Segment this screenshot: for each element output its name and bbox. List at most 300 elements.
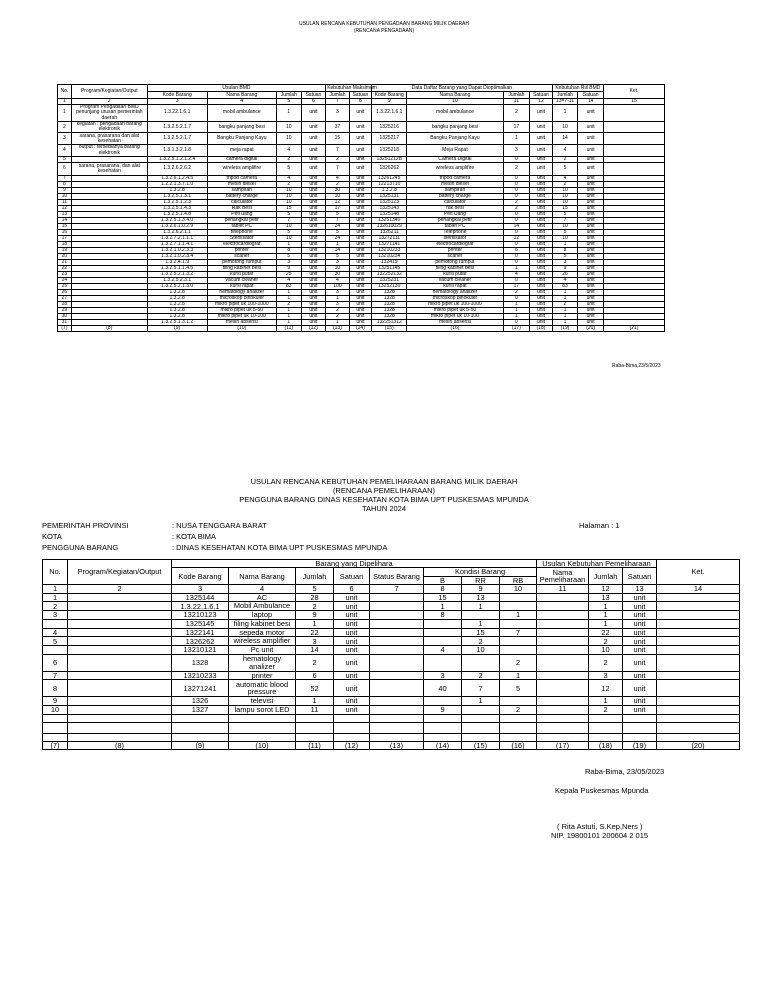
- col-rr-header: RR: [462, 576, 500, 584]
- table-cell: automatic blood pressure: [229, 680, 296, 697]
- col-kode-header: Kode Barang: [172, 568, 229, 585]
- table-cell: 1: [424, 602, 462, 611]
- table-cell: [370, 602, 424, 611]
- table-cell: 13251212B: [372, 156, 407, 162]
- table-cell: 13251145: [372, 265, 407, 271]
- table-cell: [424, 722, 462, 733]
- col-nama-pemeliharaan-header: Nama Pemeliharaan: [537, 568, 589, 585]
- table-cell: 1.3.2.8: [147, 187, 207, 193]
- table-cell: unit: [301, 156, 326, 162]
- table-cell: [68, 646, 172, 655]
- table-cell: 14: [578, 99, 604, 105]
- table-cell: 9: [372, 99, 407, 105]
- table-cell: 2: [552, 156, 578, 162]
- table-cell: 13251340: [372, 217, 407, 223]
- table-cell: 0: [503, 319, 530, 325]
- table-cell: 3: [552, 259, 578, 265]
- table-cell: unit: [578, 181, 604, 187]
- table-cell: sarana, prasarana dan alat kesehatan: [71, 133, 147, 145]
- table-cell: 1325217: [372, 133, 407, 145]
- table-row: [43, 602, 740, 611]
- table-cell: 1328: [372, 313, 407, 319]
- table-cell: [462, 654, 500, 671]
- table-cell: [296, 722, 334, 733]
- table-cell: 17: [58, 235, 72, 241]
- table-cell: [657, 680, 740, 697]
- table-row: [58, 133, 665, 145]
- table-cell: 52: [296, 680, 334, 697]
- table-cell: unit: [578, 277, 604, 283]
- kebutuhan-maks-header: Kebutuhan Maksimum: [327, 84, 377, 91]
- table-cell: 3: [326, 259, 350, 265]
- table-cell: [537, 593, 589, 602]
- table-cell: 27: [58, 295, 72, 301]
- table-cell: unit: [334, 611, 370, 620]
- table-cell: 1.3.2.6.2.1.1: [147, 229, 207, 235]
- table-cell: [424, 637, 462, 646]
- table-cell: [43, 619, 68, 628]
- table-cell: 1.3.2.5.1.2.3: [147, 199, 207, 205]
- table-cell: calculator: [207, 199, 276, 205]
- table-cell: unit: [349, 211, 371, 217]
- table-cell: 18: [58, 241, 72, 247]
- col-ket-header: Ket.: [603, 85, 664, 99]
- table-cell: 1.3.2.5.1.1.4.5: [147, 265, 207, 271]
- procurement-table-body: [58, 99, 665, 332]
- table-cell: 13: [589, 593, 623, 602]
- table-cell: 13261245: [372, 175, 407, 181]
- table-cell: unit: [623, 611, 657, 620]
- table-cell: 7: [500, 628, 537, 637]
- table-cell: [370, 628, 424, 637]
- table-cell: 1: [503, 301, 530, 307]
- table-cell: 5: [326, 229, 350, 235]
- col-nama-header: Nama Barang: [407, 92, 503, 99]
- table-cell: wireless amplifier: [229, 637, 296, 646]
- table-cell: unit: [578, 313, 604, 319]
- table-cell: 2: [589, 706, 623, 715]
- table-cell: unit: [349, 289, 371, 295]
- table-cell: 1325145: [172, 619, 229, 628]
- table-cell: tripod camera: [207, 175, 276, 181]
- table-cell: 22: [58, 265, 72, 271]
- table-cell: 25: [58, 283, 72, 289]
- table-cell: meja rapat: [207, 145, 276, 157]
- table-cell: unit: [349, 193, 371, 199]
- table-cell: [370, 671, 424, 680]
- table-cell: laptop: [229, 611, 296, 620]
- col-jumlah-header: Jumlah: [503, 92, 530, 99]
- table-cell: 14: [657, 585, 740, 593]
- table-cell: [462, 611, 500, 620]
- table-cell: 5: [277, 211, 302, 217]
- table-cell: 10: [277, 223, 302, 229]
- table-cell: [370, 722, 424, 733]
- table-cell: (10): [207, 325, 276, 331]
- table-cell: 7: [326, 99, 350, 105]
- table-cell: unit: [349, 105, 371, 122]
- table-cell: [229, 714, 296, 722]
- table-cell: scaner: [407, 253, 503, 259]
- table-cell: unit: [301, 121, 326, 133]
- table-cell: unit: [530, 235, 552, 241]
- table-cell: unit: [530, 193, 552, 199]
- table-cell: [500, 637, 537, 646]
- table-cell: 6: [43, 654, 68, 671]
- table-cell: 4: [552, 277, 578, 283]
- table-cell: [537, 611, 589, 620]
- table-cell: [462, 722, 500, 733]
- table-cell: 1.3.2.6.1.2.4.5: [147, 175, 207, 181]
- table-cell: unit: [578, 133, 604, 145]
- table-cell: electrocardiograf: [207, 241, 276, 247]
- table-cell: 4: [424, 646, 462, 655]
- table-cell: 2: [43, 602, 68, 611]
- table-cell: [370, 654, 424, 671]
- table-cell: (19): [623, 741, 657, 749]
- table-cell: rak besi: [407, 205, 503, 211]
- table-cell: unit: [349, 283, 371, 289]
- table-cell: unit: [578, 145, 604, 157]
- table-cell: (17): [537, 741, 589, 749]
- table-cell: 9: [277, 265, 302, 271]
- table-cell: 4: [326, 277, 350, 283]
- table-cell: [657, 637, 740, 646]
- doc2-title: USULAN RENCANA KEBUTUHAN PEMELIHARAAN BARANG MILIK DAERAH: [250, 477, 518, 486]
- table-cell: 1: [503, 265, 530, 271]
- table-cell: [68, 602, 172, 611]
- table-cell: unit: [530, 187, 552, 193]
- table-cell: 1: [326, 319, 350, 325]
- table-cell: unit: [530, 247, 552, 253]
- table-cell: AC: [229, 593, 296, 602]
- table-cell: 10: [277, 199, 302, 205]
- table-cell: [657, 697, 740, 706]
- table-cell: unit: [349, 187, 371, 193]
- table-cell: [229, 722, 296, 733]
- table-cell: 2: [500, 706, 537, 715]
- table-cell: 1322141: [172, 628, 229, 637]
- table-cell: unit: [578, 247, 604, 253]
- table-cell: 4: [277, 175, 302, 181]
- table-cell: unit: [301, 271, 326, 277]
- table-cell: 3: [58, 133, 72, 145]
- table-cell: [370, 714, 424, 722]
- table-cell: 28: [296, 593, 334, 602]
- table-cell: 83: [552, 283, 578, 289]
- table-cell: unit: [301, 301, 326, 307]
- table-cell: [334, 722, 370, 733]
- table-cell: battery charge: [407, 193, 503, 199]
- col-satuan-header: Satuan: [349, 92, 371, 99]
- table-cell: 12: [589, 585, 623, 593]
- table-cell: 13272111: [372, 235, 407, 241]
- table-cell: [537, 646, 589, 655]
- table-cell: [424, 654, 462, 671]
- doc2-office-title: PENGGUNA BARANG DINAS KESEHATAN KOTA BIMA UPT PUSKESMAS MPUNDA: [239, 495, 529, 504]
- table-cell: [370, 680, 424, 697]
- table-cell: unit: [578, 259, 604, 265]
- table-cell: vacum cleaner: [207, 277, 276, 283]
- table-cell: unit: [578, 271, 604, 277]
- table-cell: unit: [349, 133, 371, 145]
- table-cell: [462, 714, 500, 722]
- table-cell: unit: [578, 211, 604, 217]
- table-cell: 1.3.1.3.2.1.8: [147, 145, 207, 157]
- col-status-header: Status Barang: [370, 568, 424, 585]
- table-cell: mikro pipet uk 5-50: [407, 307, 503, 313]
- table-cell: (20): [578, 325, 604, 331]
- table-cell: 10: [277, 187, 302, 193]
- table-cell: unit: [349, 205, 371, 211]
- table-cell: [296, 714, 334, 722]
- doc1-subtitle: (RENCANA PENGADAAN): [353, 28, 415, 34]
- table-cell: 1325143: [372, 205, 407, 211]
- table-cell: 12: [503, 235, 530, 241]
- table-cell: 2: [326, 156, 350, 162]
- table-cell: [657, 646, 740, 655]
- table-cell: 1: [552, 313, 578, 319]
- table-cell: [589, 714, 623, 722]
- table-cell: 10: [43, 706, 68, 715]
- table-cell: unit: [578, 319, 604, 325]
- table-cell: 7: [326, 162, 350, 175]
- table-cell: 13210233: [172, 671, 229, 680]
- table-cell: (8): [71, 325, 147, 331]
- table-cell: unit: [530, 229, 552, 235]
- table-cell: unit: [301, 162, 326, 175]
- col-no-header: No.: [43, 560, 68, 585]
- table-cell: bangku panjang besi: [207, 121, 276, 133]
- table-cell: 1.2.2.1.3.7.1.0: [147, 181, 207, 187]
- table-cell: [537, 680, 589, 697]
- table-cell: unit: [578, 265, 604, 271]
- table-cell: unit: [578, 199, 604, 205]
- table-cell: unit: [530, 133, 552, 145]
- table-cell: 13271241: [172, 680, 229, 697]
- table-cell: [603, 145, 664, 157]
- table-cell: [68, 628, 172, 637]
- table-cell: 14: [326, 247, 350, 253]
- table-cell: unit: [349, 175, 371, 181]
- info-user-label: PENGGUNA BARANG: [42, 543, 119, 552]
- table-cell: 2: [462, 671, 500, 680]
- dipelihara-header: Barang yang Dipelihara: [172, 560, 537, 568]
- table-cell: scaner: [207, 253, 276, 259]
- table-cell: bangku panjang besi: [407, 121, 503, 133]
- table-cell: 1: [277, 295, 302, 301]
- table-cell: 30: [58, 313, 72, 319]
- table-cell: unit: [334, 654, 370, 671]
- table-cell: 7: [326, 145, 350, 157]
- table-cell: 6: [334, 585, 370, 593]
- table-cell: unit: [301, 175, 326, 181]
- table-cell: 4: [326, 175, 350, 181]
- table-cell: [657, 619, 740, 628]
- table-cell: (16): [500, 741, 537, 749]
- table-cell: unit: [301, 241, 326, 247]
- table-cell: unit: [349, 162, 371, 175]
- table-cell: 1.3.2.5.2.1.3.0: [147, 283, 207, 289]
- table-cell: sterilisator: [407, 235, 503, 241]
- table-cell: 2: [71, 99, 147, 105]
- table-cell: printer: [207, 247, 276, 253]
- doc2-year: TAHUN 2024: [361, 504, 407, 513]
- table-cell: filing kabinet besi: [229, 619, 296, 628]
- table-cell: 2: [296, 654, 334, 671]
- table-cell: 8: [349, 99, 371, 105]
- table-row: [58, 121, 665, 133]
- table-cell: 3: [503, 145, 530, 157]
- table-cell: 1.3.2.8: [147, 301, 207, 307]
- table-cell: hematology analizer: [229, 654, 296, 671]
- table-cell: [462, 706, 500, 715]
- table-cell: (16): [407, 325, 503, 331]
- table-cell: filing kabinet besi: [407, 265, 503, 271]
- table-cell: [68, 593, 172, 602]
- table-cell: 2: [503, 199, 530, 205]
- table-cell: 8: [43, 680, 68, 697]
- table-cell: unit: [349, 271, 371, 277]
- table-cell: 23: [58, 271, 72, 277]
- procurement-table: [57, 84, 665, 332]
- table-cell: 2: [503, 205, 530, 211]
- table-cell: (20): [657, 741, 740, 749]
- table-cell: unit: [301, 235, 326, 241]
- table-cell: 5: [552, 211, 578, 217]
- table-cell: 3: [424, 671, 462, 680]
- table-cell: [657, 722, 740, 733]
- table-cell: 8: [424, 611, 462, 620]
- table-row: [43, 697, 740, 706]
- table-cell: 10: [407, 99, 503, 105]
- table-cell: lampu sorot LED: [229, 706, 296, 715]
- table-cell: 13210234: [372, 253, 407, 259]
- table-cell: [623, 722, 657, 733]
- table-row: [43, 654, 740, 671]
- table-cell: 1.3.2.5.1.4.3: [147, 205, 207, 211]
- table-cell: (9): [147, 325, 207, 331]
- table-cell: mesin absensi: [407, 319, 503, 325]
- table-cell: 0: [503, 175, 530, 181]
- table-cell: [370, 697, 424, 706]
- table-cell: 1.3.22.1.6.1: [147, 105, 207, 122]
- table-cell: 1: [462, 619, 500, 628]
- table-cell: sampiran: [407, 187, 503, 193]
- table-cell: 1.3.2.5.2.1.7: [147, 133, 207, 145]
- table-cell: 1328: [372, 289, 407, 295]
- table-cell: calculator: [407, 199, 503, 205]
- table-cell: 8: [424, 585, 462, 593]
- table-cell: [68, 637, 172, 646]
- table-cell: 2: [552, 181, 578, 187]
- table-cell: unit: [349, 223, 371, 229]
- table-cell: 1327: [172, 706, 229, 715]
- table-cell: 1.3.2.5.2.3.1: [147, 277, 207, 283]
- table-cell: 1: [503, 133, 530, 145]
- table-cell: [589, 722, 623, 733]
- table-cell: 13271141: [372, 241, 407, 247]
- table-cell: filing kabinet besi: [207, 265, 276, 271]
- col-jumlah-header: Jumlah: [552, 92, 578, 99]
- table-cell: 28: [58, 301, 72, 307]
- table-cell: 13=7-11: [552, 99, 578, 105]
- info-city-value: : KOTA BIMA: [172, 532, 217, 541]
- table-cell: wireless amplifire: [407, 162, 503, 175]
- table-cell: 2: [589, 654, 623, 671]
- table-cell: 12: [589, 680, 623, 697]
- table-cell: 0: [503, 241, 530, 247]
- table-cell: 10: [552, 235, 578, 241]
- table-cell: 4: [552, 145, 578, 157]
- table-cell: [500, 714, 537, 722]
- table-cell: 5: [296, 585, 334, 593]
- table-cell: [657, 593, 740, 602]
- table-cell: 0: [503, 193, 530, 199]
- table-cell: [68, 654, 172, 671]
- table-cell: 1: [277, 313, 302, 319]
- table-cell: [500, 646, 537, 655]
- table-cell: unit: [334, 619, 370, 628]
- table-cell: 1325231: [372, 277, 407, 283]
- table-cell: 4: [503, 271, 530, 277]
- table-cell: 6: [503, 247, 530, 253]
- table-cell: 1.3.2.5.1.4.8: [147, 211, 207, 217]
- table-cell: 1326262: [172, 637, 229, 646]
- table-cell: 5: [277, 99, 302, 105]
- table-cell: 3: [277, 259, 302, 265]
- table-cell: 10: [58, 193, 72, 199]
- table-cell: 0: [503, 156, 530, 162]
- table-cell: 132251312: [372, 319, 407, 325]
- table-cell: 10: [277, 235, 302, 241]
- col-nama-header: Nama Barang: [207, 92, 276, 99]
- table-cell: 2: [58, 121, 72, 133]
- table-cell: unit: [301, 193, 326, 199]
- table-cell: unit: [578, 217, 604, 223]
- table-cell: printer: [229, 671, 296, 680]
- table-cell: unit: [530, 295, 552, 301]
- table-cell: mesin diesel: [207, 181, 276, 187]
- table-cell: 1: [552, 319, 578, 325]
- table-cell: [68, 619, 172, 628]
- table-cell: televisi: [229, 697, 296, 706]
- table-cell: 1.3.2.5.2.1.3.2: [147, 271, 207, 277]
- table-cell: 100: [326, 283, 350, 289]
- table-cell: 2: [503, 105, 530, 122]
- table-cell: sampiran: [207, 187, 276, 193]
- table-cell: 6: [58, 162, 72, 175]
- table-cell: [68, 680, 172, 697]
- table-cell: [424, 697, 462, 706]
- table-cell: 0: [503, 259, 530, 265]
- table-cell: tablet PC: [407, 223, 503, 229]
- table-cell: unit: [334, 706, 370, 715]
- table-cell: 4: [552, 175, 578, 181]
- table-cell: 17: [326, 205, 350, 211]
- table-cell: unit: [301, 133, 326, 145]
- table-cell: 7: [43, 671, 68, 680]
- table-cell: 1325131: [372, 193, 407, 199]
- table-cell: vacum cleaner: [407, 277, 503, 283]
- table-cell: 4: [229, 585, 296, 593]
- table-cell: 0: [503, 253, 530, 259]
- table-cell: 1.3.2.8: [147, 313, 207, 319]
- table-cell: Bangku Panjang Kayu: [207, 133, 276, 145]
- table-cell: unit: [301, 187, 326, 193]
- table-cell: 1: [552, 105, 578, 122]
- table-cell: kursi rapat: [207, 283, 276, 289]
